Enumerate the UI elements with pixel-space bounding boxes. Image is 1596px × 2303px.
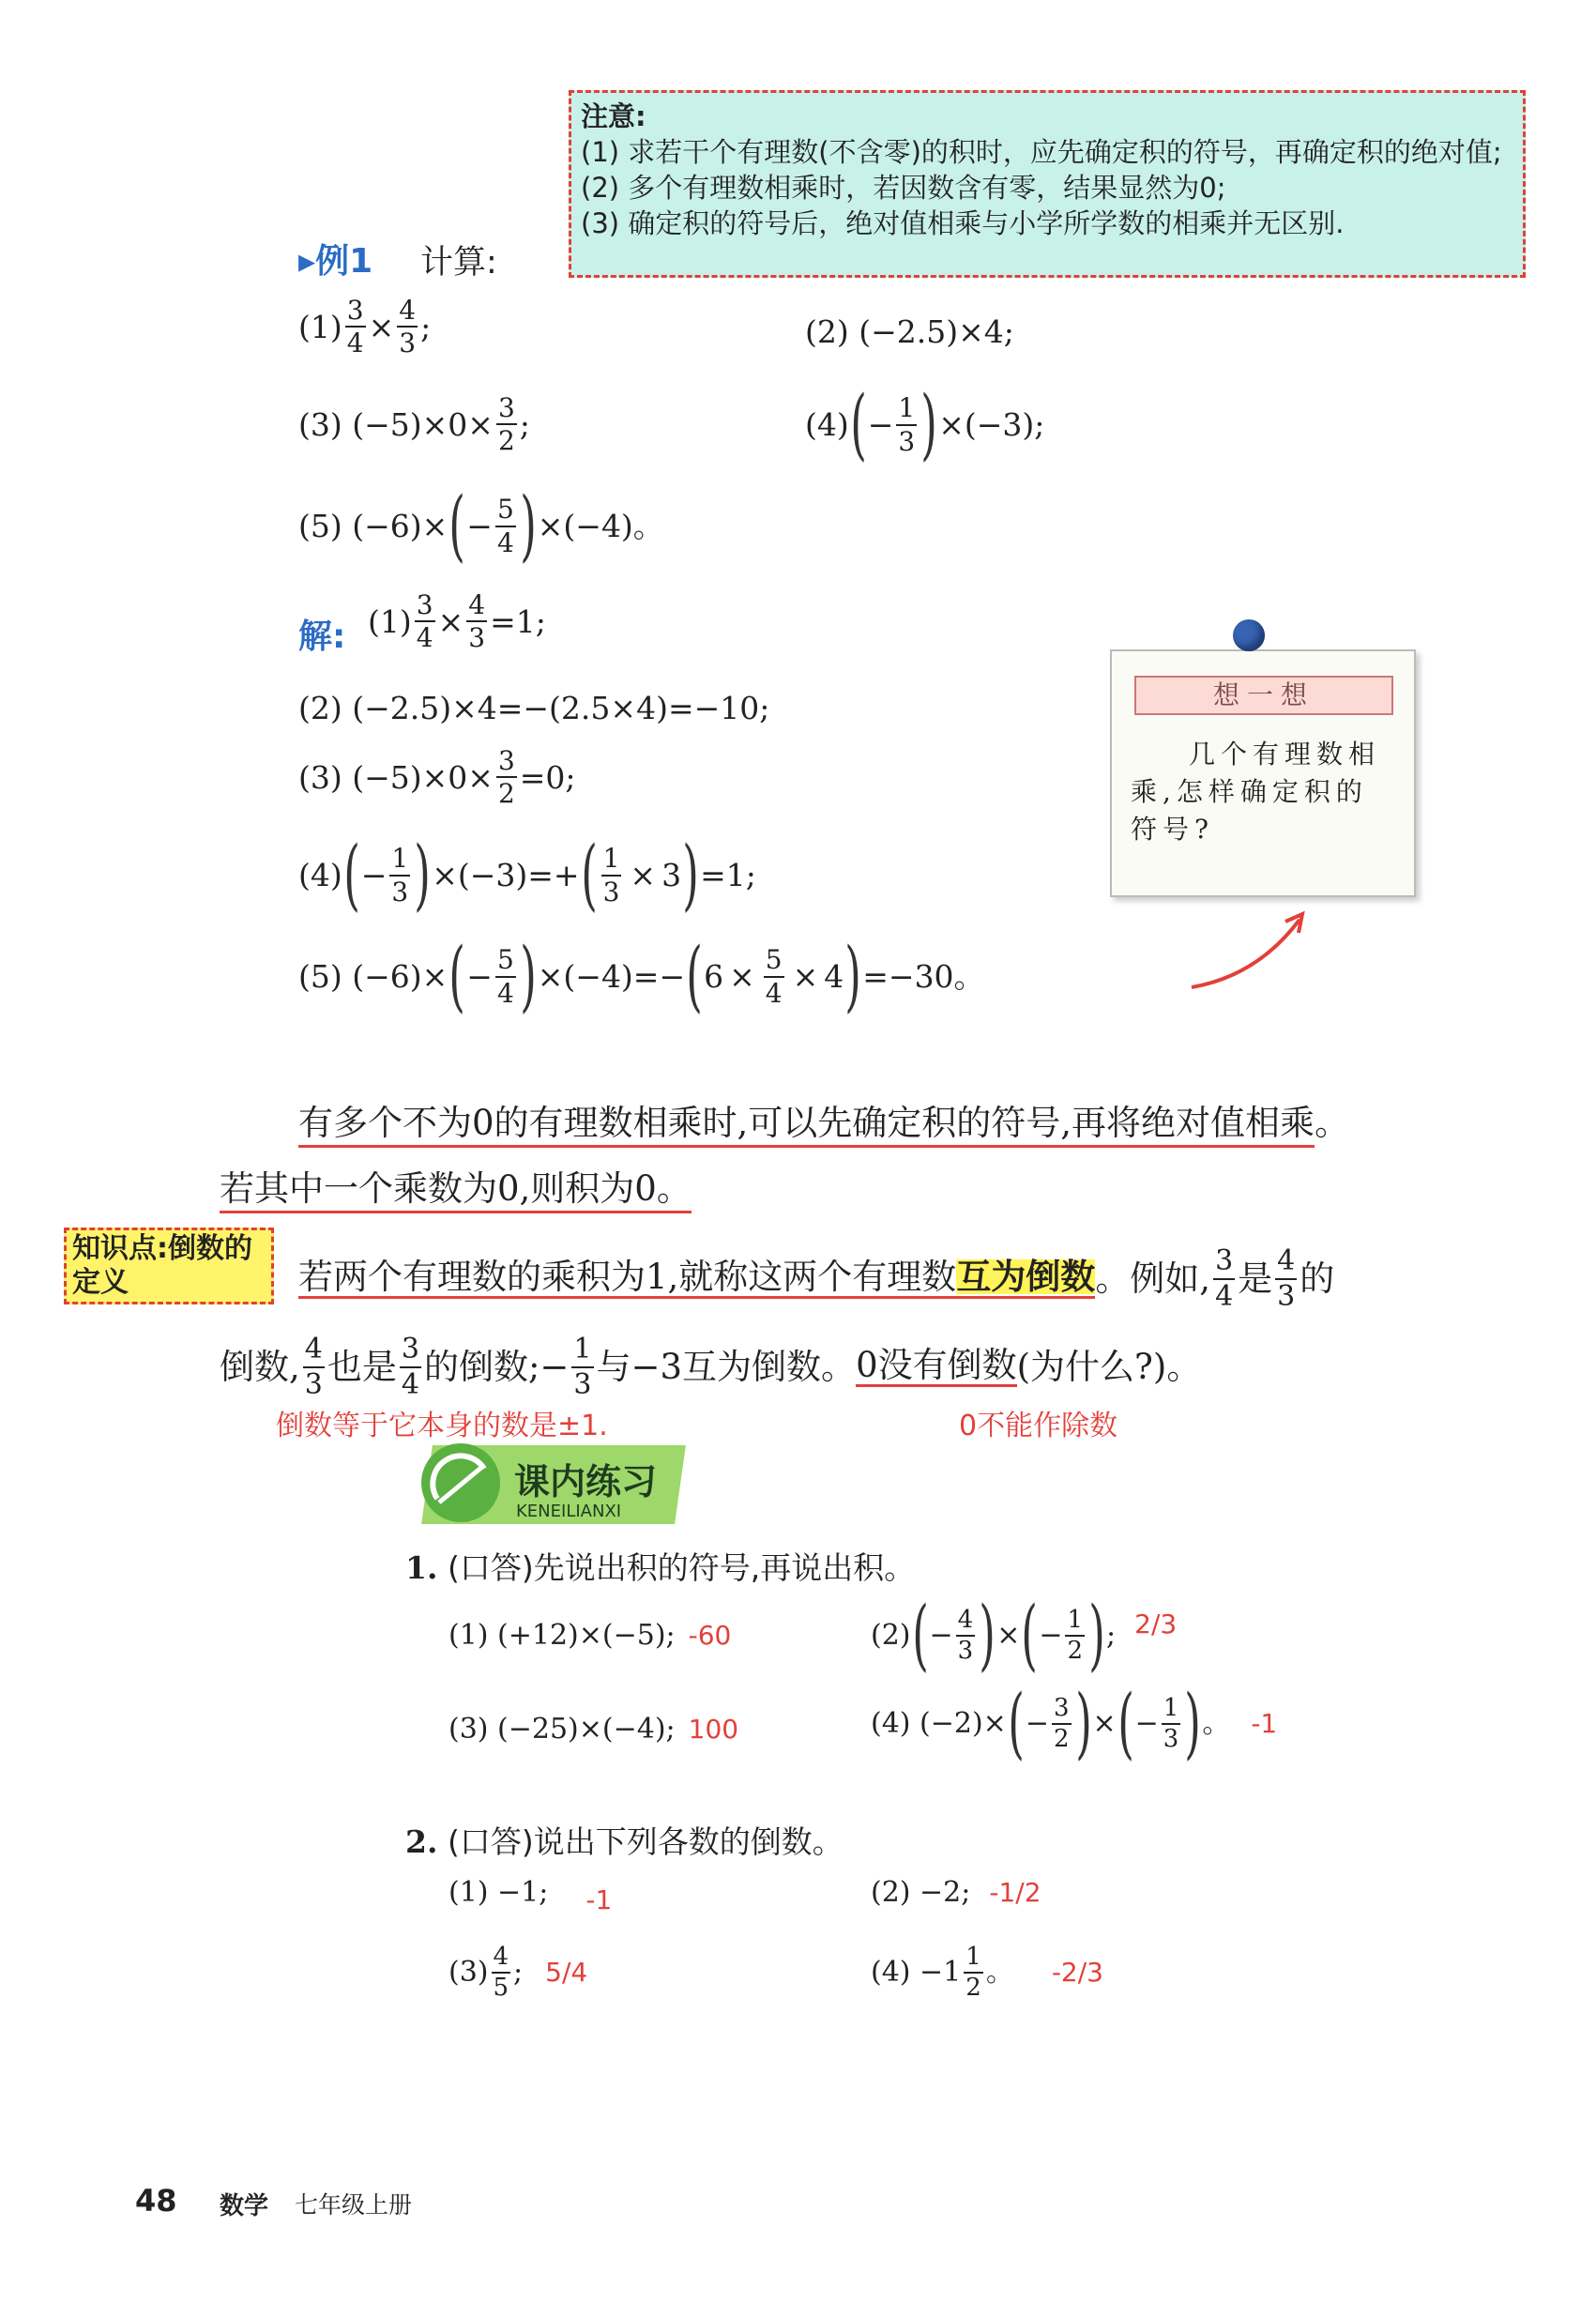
fraction: $\frac{5}{4}$ <box>765 944 783 1009</box>
answer: -1 <box>585 1884 613 1915</box>
fraction: $\frac{5}{4}$ <box>496 494 514 558</box>
fraction: $\frac{3}{4}$ <box>346 295 364 359</box>
rule-line-1: 有多个不为0的有理数相乘时,可以先确定积的符号,再将绝对值相乘。 <box>298 1106 1349 1140</box>
rule-line-2: 若其中一个乘数为0,则积为0。 <box>220 1171 692 1206</box>
example-label: ▸例1 <box>298 242 373 281</box>
q2-a: (1) −1; -1 <box>448 1876 613 1915</box>
problem-4: (4) ( − $\frac{1}{3}$ ) ×(−3); <box>805 380 1045 469</box>
q2-c: (3) $\frac{4}{5}$ ; 5/4 <box>448 1943 588 2003</box>
page-number: 48 <box>135 2183 177 2219</box>
solution-5: (5) (−6)× ( − $\frac{5}{4}$ ) ×(−4)=− ( 6 × $\frac{5}{4}$ × 4 ) =−30。 <box>298 932 985 1021</box>
note-item-1: (1) 求若干个有理数(不含零)的积时，应先确定积的符号，再确定积的绝对值; <box>581 136 1502 168</box>
think-card <box>1110 649 1416 897</box>
solution-label: 解: <box>298 618 346 656</box>
answer: 2/3 <box>1134 1608 1178 1640</box>
note-title: 注意: <box>581 100 646 132</box>
problem-1-num: (1) <box>298 308 342 345</box>
answer: -1 <box>1251 1707 1278 1739</box>
fraction: $\frac{3}{4}$ <box>416 589 433 654</box>
definition-line-1: 若两个有理数的乘积为1,就称这两个有理数 互为倒数 。例如, $\frac{3}{4}$ 是 $\frac{4}{3}$ 的 <box>298 1244 1335 1313</box>
note-box <box>569 90 1526 278</box>
q1-a: (1) (+12)×(−5); -60 <box>448 1619 732 1652</box>
definition-line-2: 倒数, $\frac{4}{3}$ 也是 $\frac{3}{4}$ 的倒数;− $\frac{1}{3}$ 与−3互为倒数。 0没有倒数 (为什么?)。 <box>220 1333 1202 1401</box>
answer: -60 <box>688 1620 732 1651</box>
note-item-2: (2) 多个有理数相乘时，若因数含有零，结果显然为0; <box>581 172 1226 204</box>
fraction: $\frac{1}{3}$ <box>391 843 409 907</box>
protractor-icon <box>418 1441 503 1525</box>
q1-c: (3) (−25)×(−4); 100 <box>448 1713 739 1746</box>
fraction: $\frac{3}{2}$ <box>497 392 515 457</box>
q1-d: (4) (−2)× ( − $\frac{3}{2}$ ) × ( − $\frac{1}{3}$ ) 。 -1 <box>871 1679 1278 1768</box>
answer: -2/3 <box>1051 1957 1103 1989</box>
q2: 2. (口答)说出下列各数的倒数。 <box>405 1823 844 1860</box>
q1: 1. (口答)先说出积的符号,再说出积。 <box>405 1549 916 1586</box>
fraction: $\frac{1}{3}$ <box>898 392 916 457</box>
problem-3: (3) (−5)×0× $\frac{3}{2}$ ; <box>298 392 530 457</box>
arrow-icon <box>1182 901 1314 995</box>
problem-1: (1) $\frac{3}{4}$ × $\frac{4}{3}$ ; <box>298 295 432 359</box>
q1-b: (2) ( − $\frac{4}{3}$ ) × ( − $\frac{1}{2}$ ) ; 2/3 <box>871 1591 1178 1680</box>
knowledge-tag: 知识点:倒数的定义 <box>64 1228 274 1304</box>
problem-2: (2) (−2.5)×4; <box>805 313 1014 350</box>
q2-d: (4) −1 $\frac{1}{2}$ 。 -2/3 <box>871 1943 1103 2003</box>
exercise-subtitle: KENEILIANXI <box>516 1502 622 1521</box>
pushpin-icon <box>1233 619 1265 651</box>
think-header: 想一想 <box>1134 676 1393 715</box>
problem-5: (5) (−6)× ( − $\frac{5}{4}$ ) ×(−4)。 <box>298 481 664 571</box>
example-instruction: 计算: <box>420 244 497 282</box>
fraction: $\frac{4}{3}$ <box>399 295 417 359</box>
solution-3: (3) (−5)×0× $\frac{3}{2}$ =0; <box>298 745 576 810</box>
fraction: $\frac{3}{2}$ <box>497 745 515 810</box>
answer: -1/2 <box>989 1877 1041 1908</box>
think-body: 几个有理数相乘,怎样确定积的符号? <box>1131 739 1381 845</box>
note-item-3: (3) 确定积的符号后，绝对值相乘与小学所学数的相乘并无区别. <box>581 207 1345 239</box>
answer: 5/4 <box>545 1957 588 1989</box>
fraction: $\frac{5}{4}$ <box>496 944 514 1009</box>
footer-subject: 数学 <box>220 2192 269 2220</box>
handnote-2: 0不能作除数 <box>959 1410 1118 1442</box>
footer-grade: 七年级上册 <box>295 2191 413 2219</box>
exercise-title: 课内练习 <box>514 1461 658 1502</box>
answer: 100 <box>688 1714 739 1745</box>
handnote-1: 倒数等于它本身的数是±1. <box>276 1410 608 1442</box>
solution-4: (4) ( − $\frac{1}{3}$ ) ×(−3)=+ ( $\frac{1}{3}$ × 3 ) =1; <box>298 831 756 920</box>
fraction: $\frac{1}{3}$ <box>602 843 620 907</box>
solution-2: (2) (−2.5)×4=−(2.5×4)=−10; <box>298 690 770 726</box>
fraction: $\frac{4}{3}$ <box>468 589 486 654</box>
solution-1: (1) $\frac{3}{4}$ × $\frac{4}{3}$ =1; <box>368 589 546 654</box>
q2-b: (2) −2; -1/2 <box>871 1876 1041 1909</box>
